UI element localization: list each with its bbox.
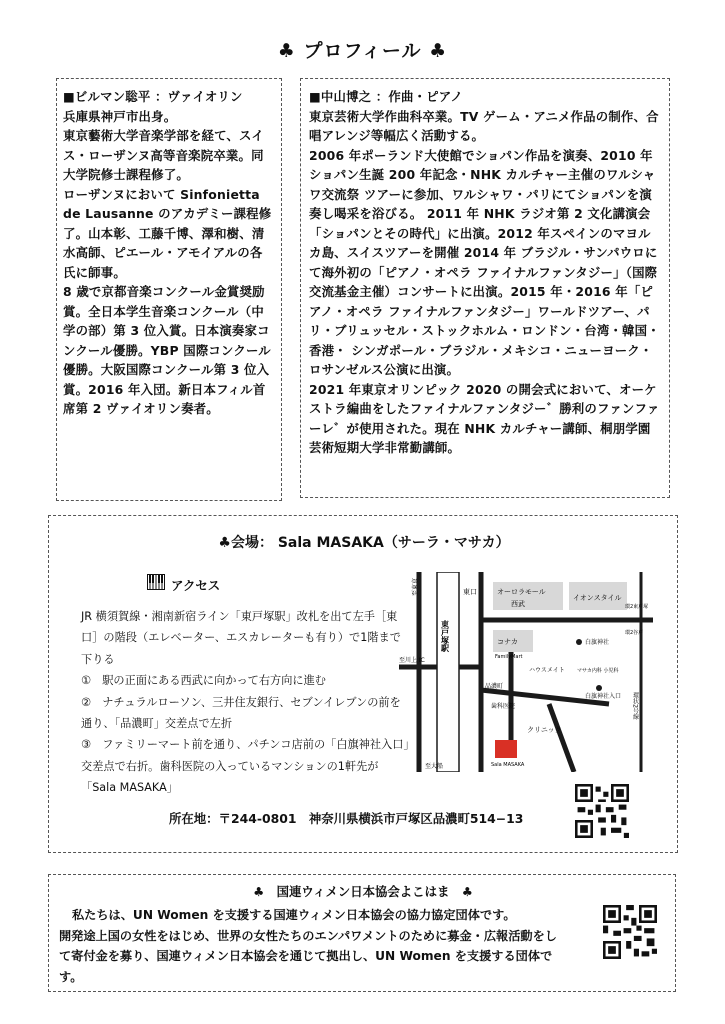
profile-line: 東京芸術大学作曲科卒業。TV ゲーム・アニメ作品の制作、合唱アレンジ等幅広く活動する。	[309, 108, 659, 143]
map-label: 白旗神社	[585, 639, 610, 646]
map-label: マサカ内科 小児科	[577, 668, 619, 674]
un-women-box	[48, 874, 676, 992]
profile-heading: ■中山博之 ：作曲・ピアノ	[309, 89, 463, 104]
profile-box-nakayama	[300, 78, 670, 498]
venue-box	[48, 515, 678, 853]
map-label: 東口	[463, 588, 477, 596]
map-label: コナカ	[497, 638, 518, 646]
map-label: FamilyMart	[495, 654, 523, 660]
profile-line: 2006 年ポーランド大使館でショパン作品を演奏、2010 年ショパン生誕 200 年記念・NHK カルチャー主催のワルシャワ交流祭 ツアーに参加、ワルシャワ・パリにてショパンを演奏し喝采を浴びる。 2011 年 NHK ラジオ第 2 文化講演会「ショパンとその時代」に出演。2012 年スペインのマヨルカ島、スイスツアーを開催 2014 年 ブラジル・サンパウロにて海外初の「ピアノ・オペラ ファイナルファンタジー」（国際交流基金主催）コンサートに出演。2015 年・2016 年「ピアノ・オペラ ファイナルファンタジー」ワールドツアー、パリ・ブリュッセル・ストックホルム・ロンドン・台湾・韓国・香港・ シンガポール・ブラジル・メキシコ・ニューヨーク・ロサンゼルス公演に出演。	[309, 147, 660, 377]
map-label: 西武	[511, 600, 525, 608]
map-label: ハウスメイト	[529, 667, 565, 674]
profile-heading: ■ビルマン聡平 ：ヴァイオリン	[63, 89, 243, 104]
access-line: JR 横須賀線・湘南新宿ライン「東戸塚駅」改札を出て左手［東口］の階段（エレベーター、エスカレーターも有り）で1階まで下りる	[81, 610, 401, 666]
map-label: オーロラモール	[497, 588, 546, 596]
map-label: 至川上 IC	[399, 657, 425, 664]
map-label: イオンスタイル	[573, 594, 622, 602]
venue-address: 所在地：〒244-0801 神奈川県横浜市戸塚区品濃町514−13	[169, 811, 524, 826]
access-heading: アクセス	[171, 578, 221, 593]
map-label: 品濃町	[485, 683, 504, 690]
qr-code-venue	[575, 784, 629, 838]
map-label: 環2東戸塚	[625, 604, 649, 610]
qr-code-un	[603, 905, 657, 959]
map-label: 白旗神社入口	[585, 693, 622, 700]
access-line: ② ナチュラルローソン、三井住友銀行、セブンイレブンの前を通り、「品濃町」交差点で左折	[81, 695, 401, 731]
map-label: 至東京	[412, 577, 419, 596]
map-point-shirahata	[576, 639, 582, 645]
map-label: 東戸塚駅	[440, 620, 450, 652]
access-map	[399, 572, 653, 772]
map-block-aurora	[493, 582, 563, 610]
map-label: JR横須賀線	[437, 712, 445, 742]
profile-line: 兵庫県神戸市出身。	[63, 108, 177, 124]
access-line: ③ ファミリーマート前を通り、パチンコ店前の「白旗神社入口」交差点で右折。歯科医院の入っているマンションの1軒先が 「Sala MASAKA」	[81, 738, 410, 795]
map-railway	[437, 572, 459, 772]
map-label: 至大船	[425, 763, 444, 770]
map-venue-marker	[495, 740, 517, 758]
venue-title: ♣会場： Sala MASAKA（サーラ・マサカ）	[218, 535, 510, 551]
map-label: 歯科医院	[491, 703, 516, 710]
un-line: 開発途上国の女性をはじめ、世界の女性たちのエンパワメントのために募金・広報活動をして寄付金を募り、国連ウィメン日本協会を通じて拠出し、UN Women を支援する団体です。	[59, 928, 557, 984]
map-point-entrance	[596, 685, 602, 691]
profile-line: 8 歳で京都音楽コンクール金賞奨励賞。全日本学生音楽コンクール（中学の部）第 3 位入賞。日本演奏家コンクール優勝。YBP 国際コンクール優勝。大阪国際コンクール第 3 位入賞。2016 年入団。新日本フィル首席第 2 ヴァイオリン奏者。	[63, 284, 271, 416]
profile-line: 東京藝術大学音楽学部を経て、スイス・ローザンヌ高等音楽院卒業。同大学院修士課程修了。	[63, 128, 264, 182]
map-label: Sala MASAKA	[491, 762, 525, 768]
profile-box-bimman	[56, 78, 282, 501]
page-title: ♣ プロフィール ♣	[277, 40, 448, 62]
profile-line: 2021 年東京オリンピック 2020 の開会式において、オーケストラ編曲をしたファイナルファンタジー゛勝利のファンファーレ゛が使用された。現在 NHK カルチャー講師、桐朋学園芸術短期大学非常勤講師。	[309, 381, 660, 455]
map-label: クリニック	[527, 726, 562, 734]
map-label: 環状2号線	[631, 692, 639, 720]
piano-icon	[147, 574, 165, 590]
access-line: ① 駅の正面にある西武に向かって右方向に進む	[81, 674, 326, 688]
profile-line: ローザンヌにおいて Sinfonietta de Lausanne のアカデミー課程修了。山本彰、工藤千博、澤和樹、清水高師、ピエール・アモイアルの各氏に師事。	[63, 186, 272, 280]
map-label: 環2谷戸	[625, 630, 644, 636]
un-line: 私たちは、UN Women を支援する国連ウィメン日本協会の協力協定団体です。	[72, 908, 516, 922]
un-title: ♣ 国連ウィメン日本協会よこはま ♣	[253, 884, 473, 899]
